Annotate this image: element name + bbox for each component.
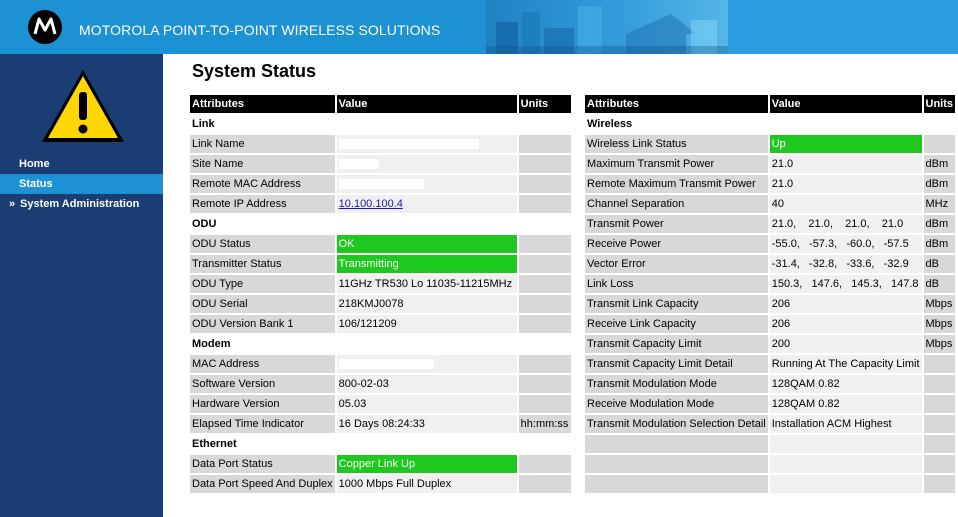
table-row xyxy=(190,315,571,333)
table-row xyxy=(190,455,571,473)
table-row xyxy=(585,375,955,393)
status-table-right xyxy=(583,93,957,495)
sidebar-item-status[interactable]: Status xyxy=(0,174,163,194)
table-row xyxy=(190,195,571,213)
row-unit xyxy=(519,355,571,373)
warning-triangle-icon xyxy=(38,66,128,146)
row-value: 40 xyxy=(770,195,922,213)
row-unit xyxy=(519,395,571,413)
row-unit xyxy=(519,295,571,313)
sidebar xyxy=(0,54,163,517)
brand-title: MOTOROLA POINT-TO-POINT WIRELESS SOLUTIONS xyxy=(79,22,441,38)
row-value: -55.0, -57.3, -60.0, -57.5 xyxy=(770,235,922,253)
row-unit xyxy=(924,135,956,153)
redaction-mark xyxy=(339,159,379,169)
row-value: 200 xyxy=(770,335,922,353)
row-unit xyxy=(924,415,956,433)
redacted-value xyxy=(337,355,517,373)
table-row xyxy=(190,295,571,313)
table-row xyxy=(585,235,955,253)
row-label: Remote Maximum Transmit Power xyxy=(585,175,768,193)
empty-cell xyxy=(585,455,768,473)
row-value: 128QAM 0.82 xyxy=(770,375,922,393)
table-row xyxy=(585,335,955,353)
table-header-row xyxy=(190,95,571,113)
row-label: Transmit Link Capacity xyxy=(585,295,768,313)
empty-cell xyxy=(770,455,922,473)
row-unit xyxy=(924,375,956,393)
row-label: Elapsed Time Indicator xyxy=(190,415,335,433)
row-value xyxy=(337,195,517,213)
row-label: Receive Power xyxy=(585,235,768,253)
section-row xyxy=(190,435,571,453)
row-label: MAC Address xyxy=(190,355,335,373)
row-label: Receive Link Capacity xyxy=(585,315,768,333)
empty-cell xyxy=(924,475,956,493)
row-value: 150.3, 147.6, 145.3, 147.8 xyxy=(770,275,922,293)
empty-cell xyxy=(924,455,956,473)
page-title: System Status xyxy=(192,61,317,81)
row-value: Installation ACM Highest xyxy=(770,415,922,433)
row-label: ODU Type xyxy=(190,275,335,293)
sidebar-item-system-administration[interactable] xyxy=(0,194,163,214)
row-label: Link Name xyxy=(190,135,335,153)
row-value: Running At The Capacity Limit xyxy=(770,355,922,373)
empty-cell xyxy=(585,475,768,493)
empty-cell xyxy=(585,435,768,453)
row-label: Remote IP Address xyxy=(190,195,335,213)
row-unit: Mbps xyxy=(924,335,956,353)
table-row xyxy=(585,135,955,153)
empty-row xyxy=(585,455,955,473)
row-value: 128QAM 0.82 xyxy=(770,395,922,413)
row-label: Data Port Status xyxy=(190,455,335,473)
table-row xyxy=(190,475,571,493)
table-row xyxy=(585,215,955,233)
row-unit: hh:mm:ss xyxy=(519,415,571,433)
status-badge: Copper Link Up xyxy=(337,455,517,473)
row-value: -31.4, -32.8, -33.6, -32.9 xyxy=(770,255,922,273)
redacted-value xyxy=(337,155,517,173)
empty-cell xyxy=(770,475,922,493)
row-unit xyxy=(519,235,571,253)
section-row xyxy=(190,115,571,133)
table-row xyxy=(585,155,955,173)
row-value: 1000 Mbps Full Duplex xyxy=(337,475,517,493)
redaction-mark xyxy=(339,139,479,149)
table-row xyxy=(190,255,571,273)
row-label: Transmit Capacity Limit Detail xyxy=(585,355,768,373)
table-row xyxy=(190,175,571,193)
column-header: Units xyxy=(519,95,571,113)
city-skyline-banner xyxy=(486,0,728,54)
status-badge: OK xyxy=(337,235,517,253)
table-row xyxy=(585,255,955,273)
row-value: 21.0 xyxy=(770,155,922,173)
sidebar-item-home[interactable]: Home xyxy=(19,158,50,170)
empty-cell xyxy=(924,435,956,453)
section-title-link: Link xyxy=(190,115,571,133)
row-label: Transmit Modulation Mode xyxy=(585,375,768,393)
table-header-row xyxy=(585,95,955,113)
row-value: 05.03 xyxy=(337,395,517,413)
row-label: Remote MAC Address xyxy=(190,175,335,193)
row-unit: dB xyxy=(924,275,956,293)
row-unit xyxy=(924,355,956,373)
row-label: ODU Version Bank 1 xyxy=(190,315,335,333)
table-row xyxy=(585,415,955,433)
column-header: Units xyxy=(924,95,956,113)
row-unit xyxy=(924,395,956,413)
header-background xyxy=(728,0,958,54)
table-row xyxy=(585,195,955,213)
table-row xyxy=(190,355,571,373)
column-header: Value xyxy=(770,95,922,113)
row-label: Transmit Power xyxy=(585,215,768,233)
table-row xyxy=(585,295,955,313)
row-value: 11GHz TR530 Lo 11035-11215MHz xyxy=(337,275,517,293)
table-row xyxy=(585,175,955,193)
table-row xyxy=(585,395,955,413)
row-value: 800-02-03 xyxy=(337,375,517,393)
row-value: 206 xyxy=(770,295,922,313)
table-row xyxy=(585,355,955,373)
table-row xyxy=(190,395,571,413)
row-unit: dB xyxy=(924,255,956,273)
row-value: 206 xyxy=(770,315,922,333)
row-label: Software Version xyxy=(190,375,335,393)
section-row xyxy=(190,335,571,353)
row-label: ODU Status xyxy=(190,235,335,253)
row-label: Transmitter Status xyxy=(190,255,335,273)
row-label: Link Loss xyxy=(585,275,768,293)
section-row xyxy=(585,115,955,133)
row-unit: dBm xyxy=(924,175,956,193)
section-title-wireless: Wireless xyxy=(585,115,955,133)
table-row xyxy=(190,135,571,153)
table-row xyxy=(585,315,955,333)
status-badge: Transmitting xyxy=(337,255,517,273)
row-unit: dBm xyxy=(924,215,956,233)
row-label: Hardware Version xyxy=(190,395,335,413)
row-unit: dBm xyxy=(924,155,956,173)
row-label: Site Name xyxy=(190,155,335,173)
section-row xyxy=(190,215,571,233)
row-value: 21.0, 21.0, 21.0, 21.0 xyxy=(770,215,922,233)
motorola-logo-icon xyxy=(28,10,62,44)
row-label: Data Port Speed And Duplex xyxy=(190,475,335,493)
page-header xyxy=(0,0,958,54)
row-unit xyxy=(519,255,571,273)
row-unit xyxy=(519,195,571,213)
row-unit xyxy=(519,375,571,393)
redacted-value xyxy=(337,175,517,193)
status-table-left xyxy=(188,93,573,495)
row-label: Wireless Link Status xyxy=(585,135,768,153)
redaction-mark xyxy=(339,359,434,369)
section-title-odu: ODU xyxy=(190,215,571,233)
redaction-mark xyxy=(339,179,424,189)
status-badge: Up xyxy=(770,135,922,153)
row-unit xyxy=(519,135,571,153)
row-label: Vector Error xyxy=(585,255,768,273)
row-label: Transmit Modulation Selection Detail xyxy=(585,415,768,433)
table-row xyxy=(190,235,571,253)
table-row xyxy=(190,275,571,293)
row-unit xyxy=(519,175,571,193)
row-label: Maximum Transmit Power xyxy=(585,155,768,173)
remote-ip-link[interactable]: 10.100.100.4 xyxy=(338,198,403,210)
section-title-ethernet: Ethernet xyxy=(190,435,571,453)
row-value: 106/121209 xyxy=(337,315,517,333)
row-unit: MHz xyxy=(924,195,956,213)
table-row xyxy=(190,375,571,393)
table-row xyxy=(190,155,571,173)
empty-row xyxy=(585,435,955,453)
row-value: 16 Days 08:24:33 xyxy=(337,415,517,433)
empty-row xyxy=(585,475,955,493)
row-unit xyxy=(519,315,571,333)
row-unit xyxy=(519,155,571,173)
section-title-modem: Modem xyxy=(190,335,571,353)
empty-cell xyxy=(770,435,922,453)
column-header: Attributes xyxy=(190,95,335,113)
row-label: ODU Serial xyxy=(190,295,335,313)
column-header: Value xyxy=(337,95,517,113)
row-value: 218KMJ0078 xyxy=(337,295,517,313)
column-header: Attributes xyxy=(585,95,768,113)
row-unit: Mbps xyxy=(924,315,956,333)
row-value: 21.0 xyxy=(770,175,922,193)
row-unit: dBm xyxy=(924,235,956,253)
row-unit xyxy=(519,475,571,493)
redacted-value xyxy=(337,135,517,153)
sidebar-item-label: System Administration xyxy=(20,198,140,210)
row-unit xyxy=(519,275,571,293)
row-label: Receive Modulation Mode xyxy=(585,395,768,413)
table-row xyxy=(585,275,955,293)
table-row xyxy=(190,415,571,433)
row-label: Transmit Capacity Limit xyxy=(585,335,768,353)
expand-arrow-icon: » xyxy=(9,198,16,210)
row-unit xyxy=(519,455,571,473)
row-unit: Mbps xyxy=(924,295,956,313)
row-label: Channel Separation xyxy=(585,195,768,213)
